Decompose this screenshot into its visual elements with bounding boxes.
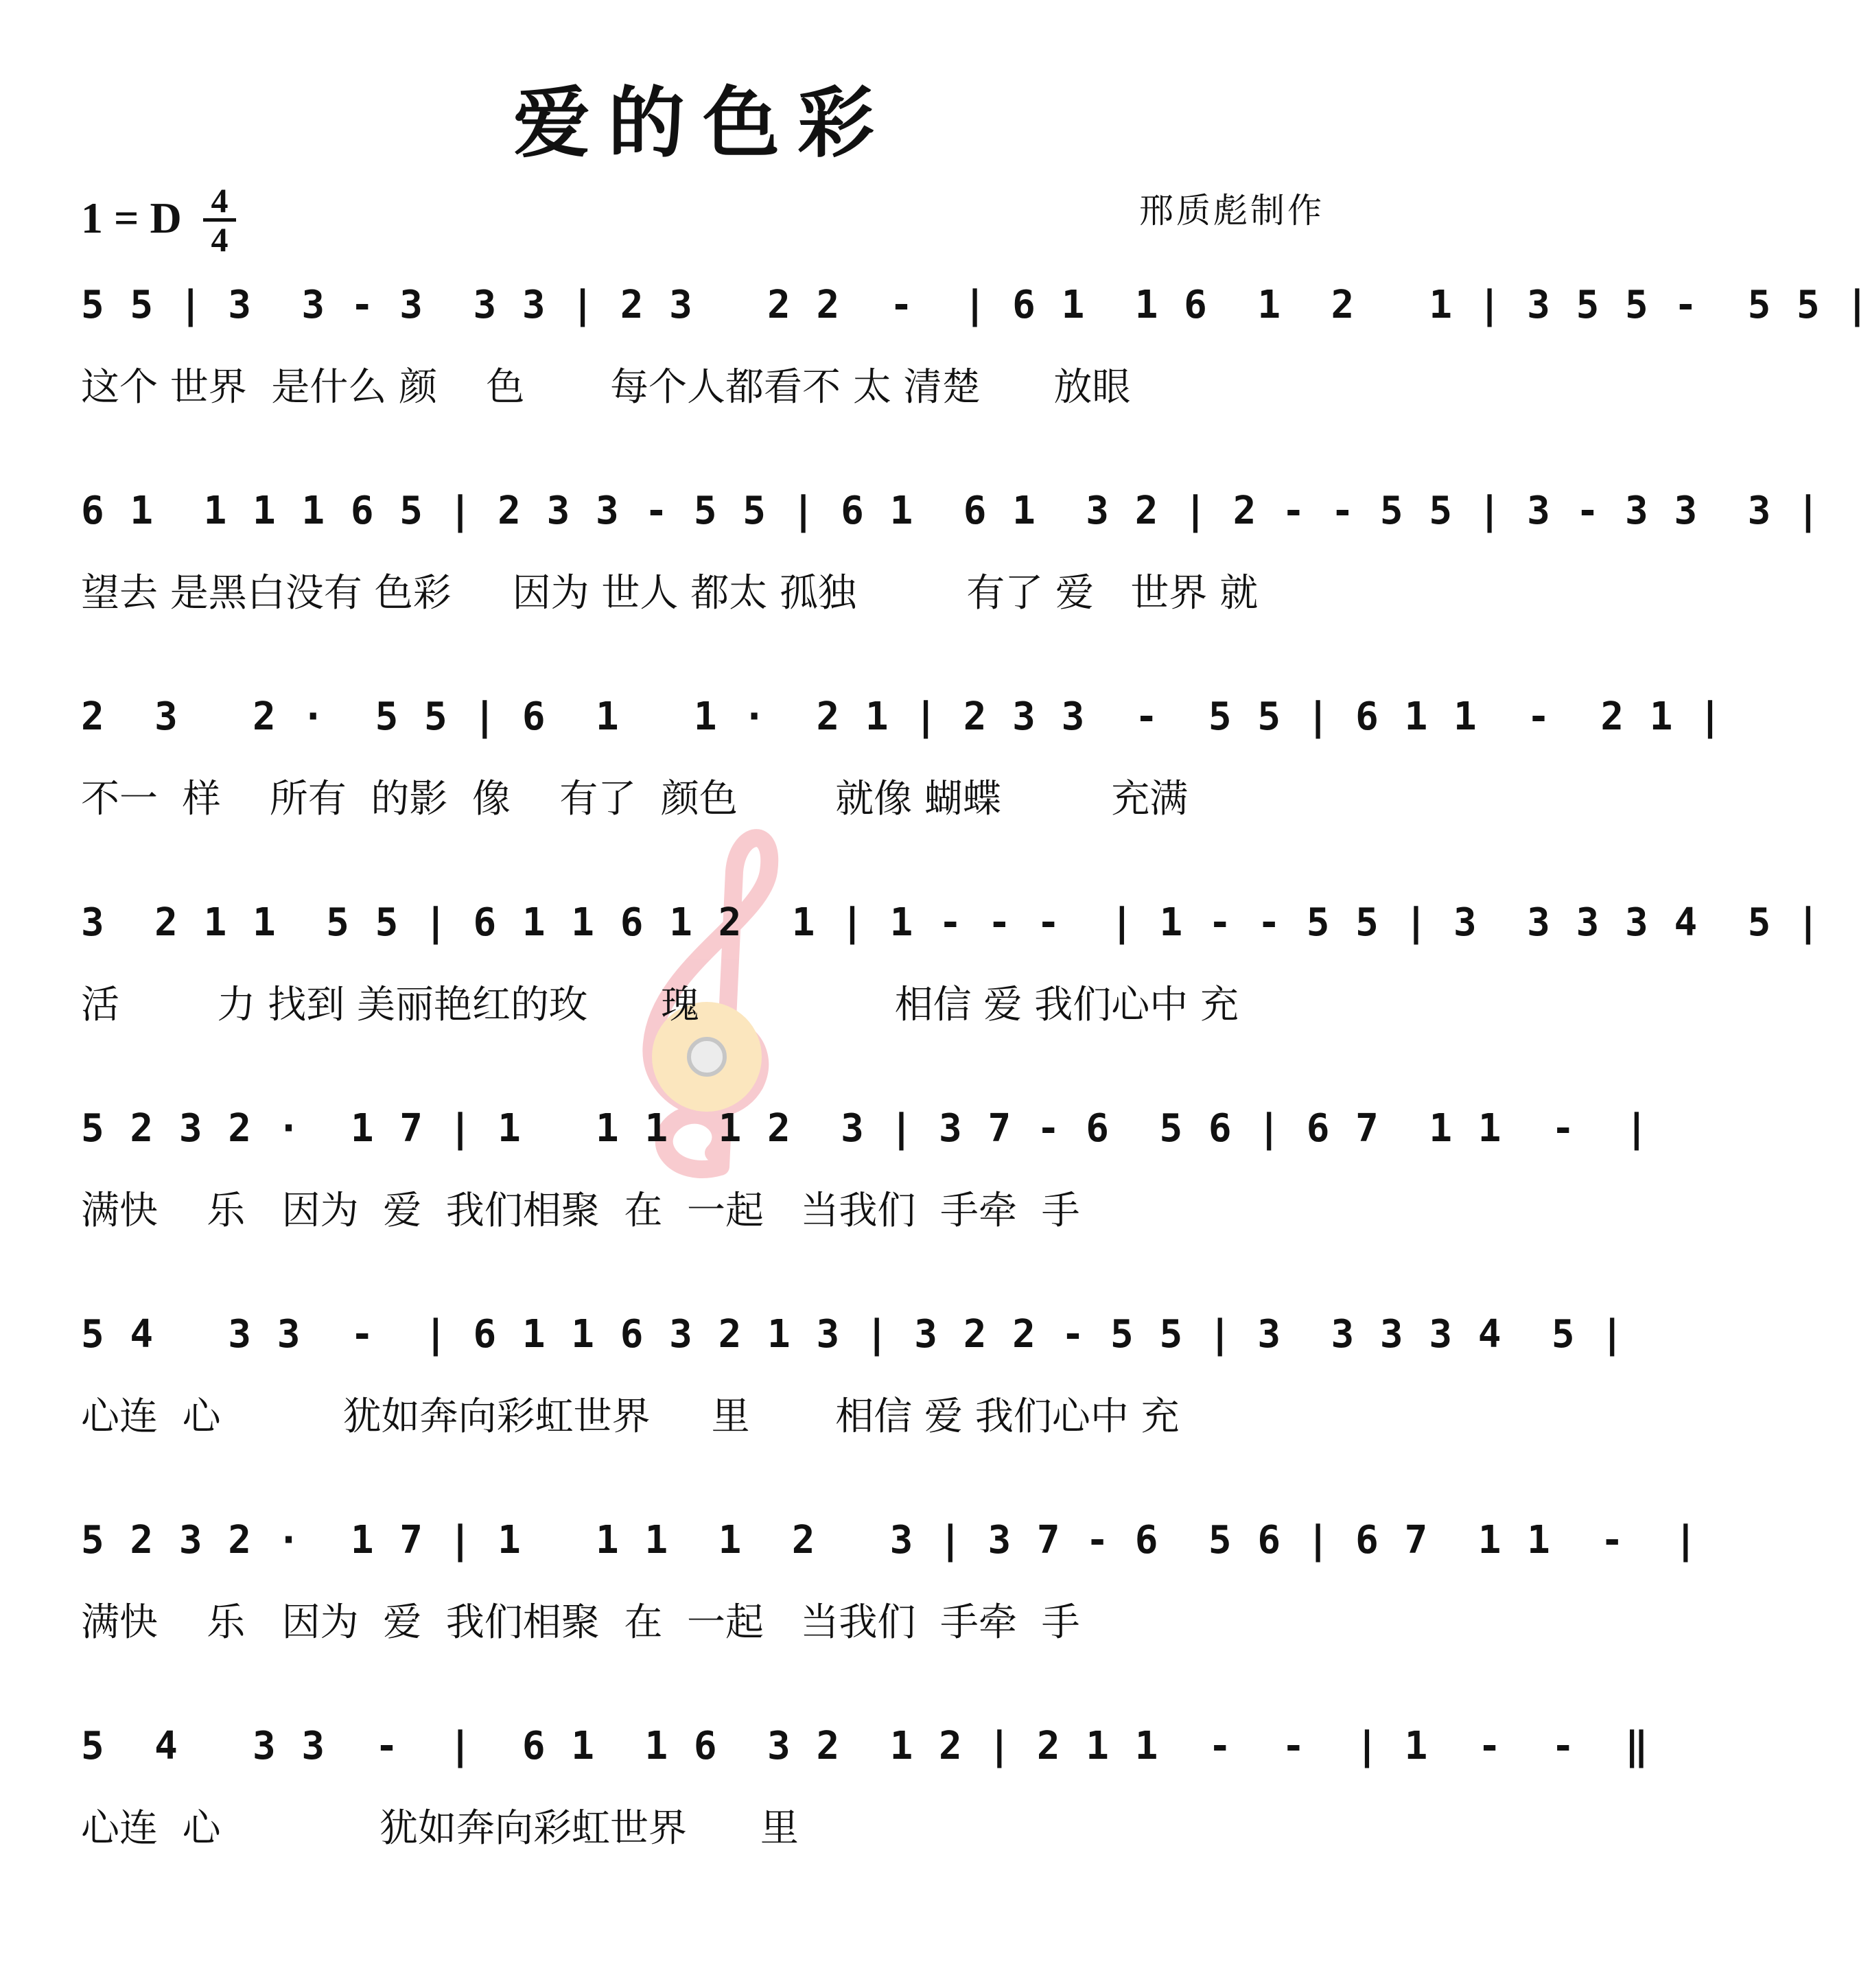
notation-line: 5 5 | 3 3 - 3 3 3 | 2 3 2 2 - | 6 1 1 6 1 2 1 | 3 5 5 - 5 5 | [81,283,1870,327]
score-system-2 [81,470,1821,648]
lyric-line: 望去 是黑白没有 色彩 因为 世人 都太 孤独 有了 爱 世界 就 [81,571,1259,616]
notation-line: 5 2 3 2 · 1 7 | 1 1 1 1 2 3 | 3 7 - 6 5 6 | 6 7 1 1 - | [81,1518,1699,1563]
time-signature-bottom: 4 [211,220,229,259]
notation-line: 3 2 1 1 5 5 | 6 1 1 6 1 2 1 | 1 - - - | 1 - - 5 5 | 3 3 3 3 4 5 | [81,900,1821,945]
key-signature: 1 = D [81,194,182,242]
score-system-3 [81,676,1723,854]
lyric-line: 心连 心 犹如奔向彩虹世界 里 相信 爱 我们心中 充 [81,1394,1180,1439]
lyric-line: 活 力 找到 美丽艳红的玫 瑰 相信 爱 我们心中 充 [81,983,1239,1027]
notation-line: 5 4 3 3 - | 6 1 1 6 3 2 1 3 | 3 2 2 - 5 5 | 3 3 3 3 4 5 | [81,1312,1626,1357]
arranger-credit: 邢质彪制作 [1139,191,1324,231]
lyric-line: 心连 心 犹如奔向彩虹世界 里 [81,1806,799,1851]
time-signature-top: 4 [211,181,229,220]
lyric-line: 不一 样 所有 的影 像 有了 颜色 就像 蝴蝶 充满 [81,777,1189,821]
score-system-4 [81,882,1821,1060]
score-system-8 [81,1705,1650,1884]
notation-line: 5 2 3 2 · 1 7 | 1 1 1 1 2 3 | 3 7 - 6 5 6 | 6 7 1 1 - | [81,1106,1650,1151]
notation-line: 5 4 3 3 - | 6 1 1 6 3 2 1 2 | 2 1 1 - - | 1 - - ‖ [81,1724,1650,1768]
time-signature [199,181,240,259]
score-system-5 [81,1088,1650,1266]
score-system-7 [81,1499,1699,1678]
song-title: 爱的色彩 [513,78,892,168]
notation-line: 6 1 1 1 1 6 5 | 2 3 3 - 5 5 | 6 1 6 1 3 2 | 2 - - 5 5 | 3 - 3 3 3 | [81,489,1821,533]
lyric-line: 这个 世界 是什么 颜 色 每个人都看不 太 清楚 放眼 [81,365,1131,410]
notation-line: 2 3 2 · 5 5 | 6 1 1 · 2 1 | 2 3 3 - 5 5 | 6 1 1 - 2 1 | [81,694,1723,739]
score-system-1 [81,264,1870,443]
lyric-line: 满快 乐 因为 爱 我们相聚 在 一起 当我们 手牵 手 [81,1600,1080,1645]
score-system-6 [81,1294,1626,1472]
lyric-line: 满快 乐 因为 爱 我们相聚 在 一起 当我们 手牵 手 [81,1189,1080,1233]
